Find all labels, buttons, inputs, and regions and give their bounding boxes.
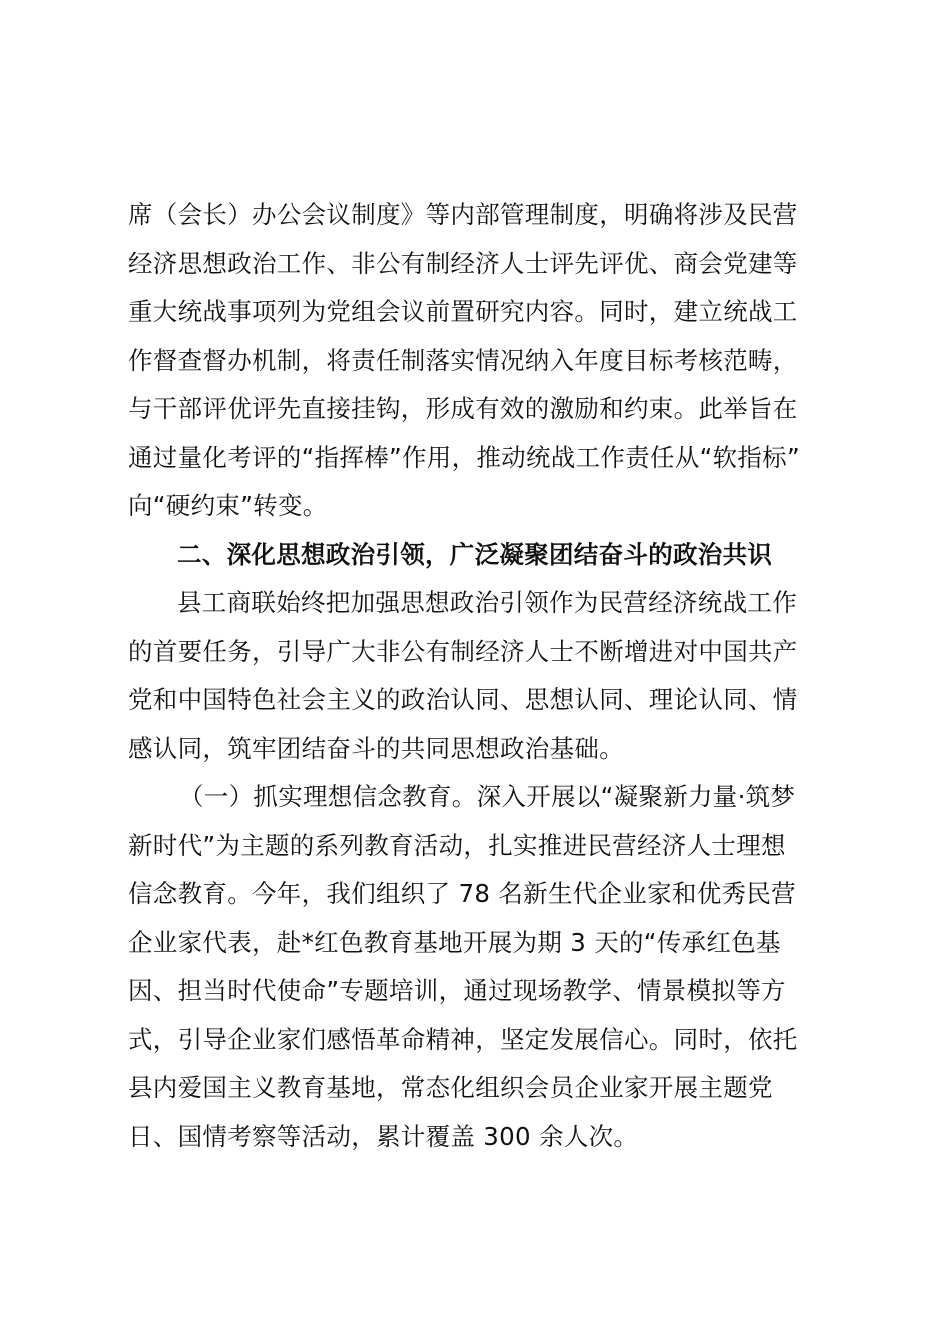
text-line: 重大统战事项列为党组会议前置研究内容。同时，建立统战工 — [128, 297, 798, 326]
text-line: 因、担当时代使命”专题培训，通过现场教学、情景模拟等方 — [128, 976, 786, 1005]
text-line: 向“硬约束”转变。 — [128, 491, 328, 520]
text-line: 县工商联始终把加强思想政治引领作为民营经济统战工作 — [177, 588, 797, 617]
text-line: 党和中国特色社会主义的政治认同、思想认同、理论认同、情 — [128, 685, 798, 714]
text-line: 县内爱国主义教育基地，常态化组织会员企业家开展主题党 — [128, 1073, 773, 1102]
text-line: 新时代”为主题的系列教育活动，扎实推进民营经济人士理想 — [128, 830, 786, 860]
text-line: 信念教育。今年，我们组织了 78 名新生代企业家和优秀民营 — [128, 879, 796, 908]
text-line: 企业家代表，赴*红色教育基地开展为期 3 天的“传承红色基 — [128, 927, 781, 957]
body-text — [128, 191, 824, 1161]
text-line: 感认同，筑牢团结奋斗的共同思想政治基础。 — [128, 733, 624, 763]
text-line: 作督查督办机制，将责任制落实情况纳入年度目标考核范畴， — [128, 345, 798, 375]
text-line: 式，引导企业家们感悟革命精神，坚定发展信心。同时，依托 — [128, 1024, 798, 1054]
text-line: 的首要任务，引导广大非公有制经济人士不断增进对中国共产 — [128, 636, 798, 666]
text-line: 通过量化考评的“指挥棒”作用，推动统战工作责任从“软指标” — [128, 442, 800, 472]
section-heading: 二、深化思想政治引领，广泛凝聚团结奋斗的政治共识 — [177, 539, 773, 569]
text-line: 与干部评优评先直接挂钩，形成有效的激励和约束。此举旨在 — [128, 394, 798, 423]
text-line: 席（会长）办公会议制度》等内部管理制度，明确将涉及民营 — [128, 200, 798, 229]
text-line: 日、国情考察等活动，累计覆盖 300 余人次。 — [128, 1121, 639, 1151]
text-line: 经济思想政治工作、非公有制经济人士评先评优、商会党建等 — [128, 248, 798, 278]
subsection-line: （一）抓实理想信念教育。深入开展以“凝聚新力量·筑梦 — [179, 782, 796, 811]
